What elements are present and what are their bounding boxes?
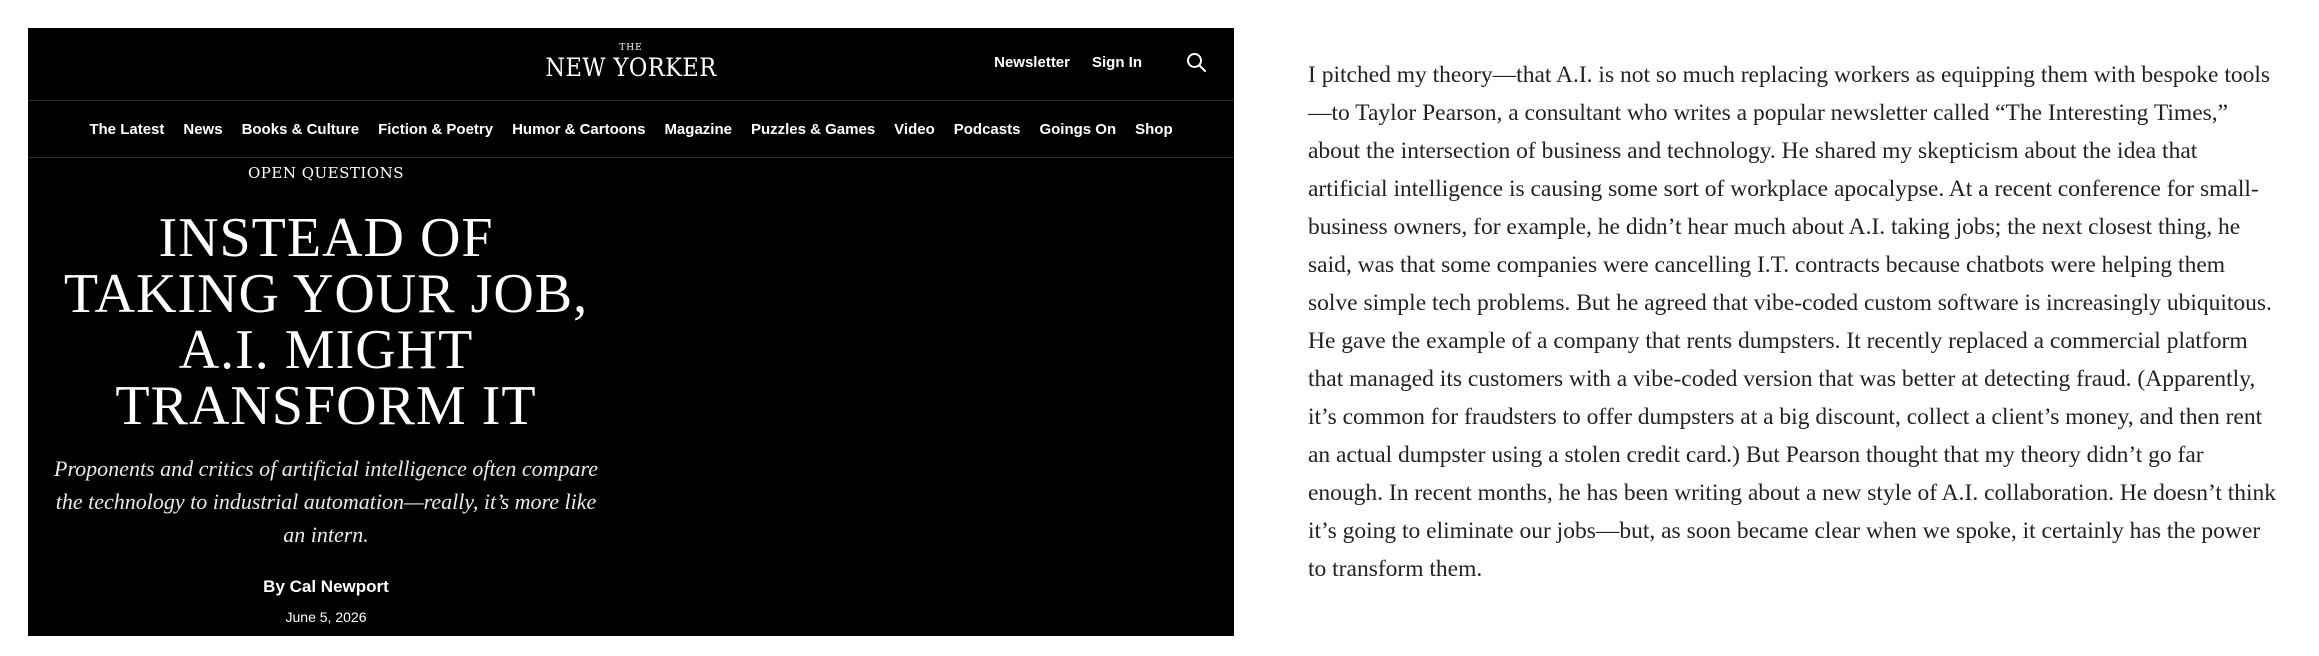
article-header-panel [28,28,1234,636]
main-navigation [28,101,1234,158]
nav-news[interactable]: News [183,120,223,138]
nav-the-latest[interactable]: The Latest [89,120,165,138]
nav-podcasts[interactable]: Podcasts [953,120,1021,138]
search-icon[interactable] [1186,52,1206,72]
nav-books-culture[interactable]: Books & Culture [241,120,360,138]
article-byline[interactable]: By Cal Newport [263,577,389,596]
top-actions [994,52,1206,72]
nav-puzzles-games[interactable]: Puzzles & Games [750,120,876,138]
logo-small-text: THE [619,43,643,53]
sign-in-link[interactable]: Sign In [1092,53,1142,71]
nav-fiction-poetry[interactable]: Fiction & Poetry [378,120,494,138]
nav-shop[interactable]: Shop [1135,120,1173,138]
site-logo[interactable] [536,44,726,80]
article-dek: Proponents and critics of artificial intelligence often compare the technology to industrial automation—really, it’s more like an intern. [54,456,598,547]
nav-video[interactable]: Video [894,120,935,138]
logo-wordmark: NEW YORKER [545,53,717,82]
article-body-paragraph: I pitched my theory—that A.I. is not so much replacing workers as equipping them with bespoke tools—to Taylor Pearson, a consultant who writes a popular newsletter called “The Interesting Times,” about the intersection of business and technology. He shared my skepticism about the idea that artificial intelligence is causing some sort of workplace apocalypse. At a recent conference for small-business owners, for example, he didn’t hear much about A.I. taking jobs; the next closest thing, he said, was that some companies were cancelling I.T. contracts because chatbots were helping them solve simple tech problems. But he agreed that vibe-coded custom software is increasingly ubiquitous. He gave the example of a company that rents dumpsters. It recently replaced a commercial platform that managed its customers with a vibe-coded version that was better at detecting fraud. (Apparently, it’s common for fraudsters to offer dumpsters at a big discount, collect a client’s money, and then rent an actual dumpster using a stolen credit card.) But Pearson thought that my theory didn’t go far enough. In recent months, he has been writing about a new style of A.I. collaboration. He doesn’t think it’s going to eliminate our jobs—but, as soon became clear when we spoke, it certainly has the power to transform them. [1308,62,2277,582]
newsletter-link[interactable]: Newsletter [994,53,1070,71]
nav-goings-on[interactable]: Goings On [1039,120,1117,138]
nav-humor-cartoons[interactable]: Humor & Cartoons [512,120,646,138]
article-headline: INSTEAD OF TAKING YOUR JOB, A.I. MIGHT TRANSFORM IT [63,207,589,437]
nav-magazine[interactable]: Magazine [664,120,732,138]
article-rubric[interactable]: OPEN QUESTIONS [247,164,405,182]
top-bar [28,28,1234,101]
article-date: June 5, 2026 [285,609,367,625]
article-hero [28,158,624,625]
